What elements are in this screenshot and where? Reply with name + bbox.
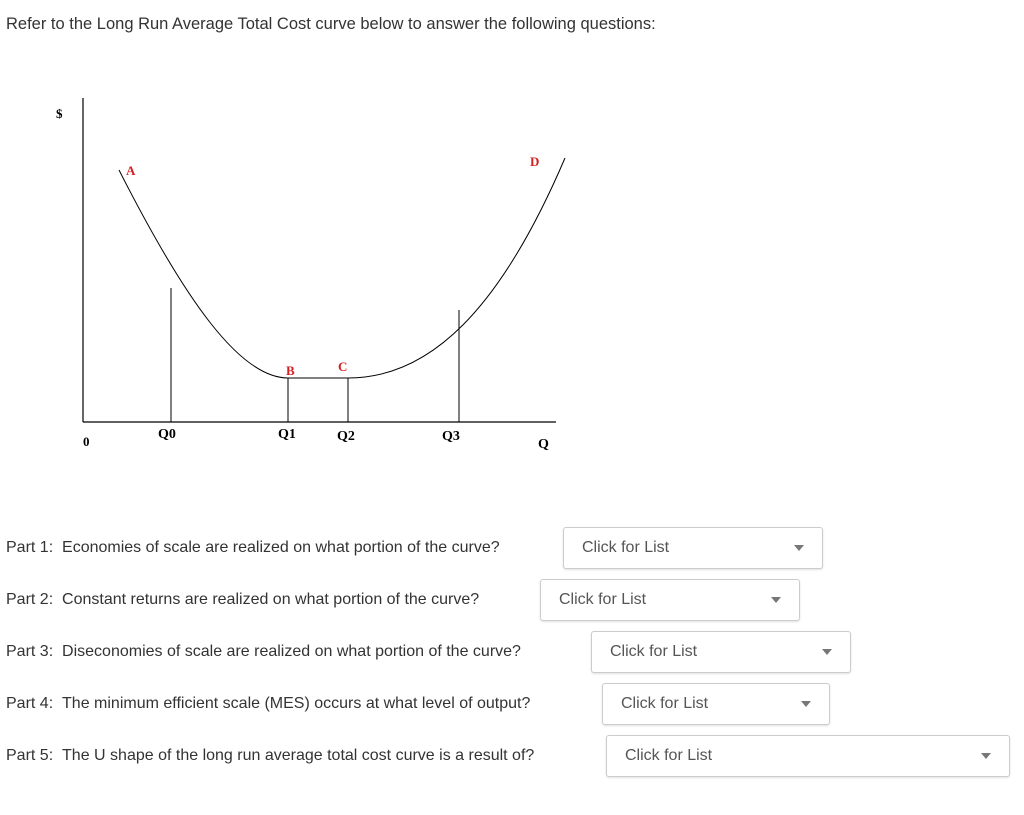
question-label: Part 1: xyxy=(6,539,54,556)
question-text: Diseconomies of scale are realized on what portion of the curve? xyxy=(62,643,521,660)
tick-label-q1: Q1 xyxy=(278,427,296,442)
point-label-a: A xyxy=(126,163,136,178)
part-1-select[interactable] xyxy=(563,527,823,569)
select-value: Click for List xyxy=(621,695,709,712)
point-label-d: D xyxy=(530,154,540,169)
tick-label-q2: Q2 xyxy=(337,429,355,444)
select-value: Click for List xyxy=(582,539,670,556)
tick-label-q3: Q3 xyxy=(442,429,460,444)
question-label: Part 2: xyxy=(6,591,54,608)
question-label: Part 3: xyxy=(6,643,54,660)
chevron-down-icon xyxy=(801,701,811,707)
tick-label-q0: Q0 xyxy=(158,427,176,442)
x-axis-label: Q xyxy=(538,437,549,452)
y-axis-label: $ xyxy=(56,106,63,121)
intro-text: Refer to the Long Run Average Total Cost curve below to answer the following questions: xyxy=(6,15,656,33)
question-part-1 xyxy=(6,526,500,570)
question-text: Constant returns are realized on what portion of the curve? xyxy=(62,591,480,608)
chevron-down-icon xyxy=(794,545,804,551)
select-value: Click for List xyxy=(610,643,698,660)
question-text: Economies of scale are realized on what portion of the curve? xyxy=(62,539,500,556)
point-label-b: B xyxy=(286,363,295,378)
question-part-3 xyxy=(6,630,521,674)
point-label-c: C xyxy=(338,359,348,374)
select-value: Click for List xyxy=(559,591,647,608)
origin-label: 0 xyxy=(83,434,90,449)
part-2-select[interactable] xyxy=(540,579,800,621)
question-label: Part 4: xyxy=(6,695,54,712)
lratc-curve xyxy=(119,158,565,378)
question-text: The U shape of the long run average total cost curve is a result of? xyxy=(62,747,535,764)
part-4-select[interactable] xyxy=(602,683,830,725)
question-part-4 xyxy=(6,682,530,726)
chevron-down-icon xyxy=(981,753,991,759)
question-part-2 xyxy=(6,578,479,622)
question-label: Part 5: xyxy=(6,747,54,764)
chevron-down-icon xyxy=(822,649,832,655)
lratc-figure xyxy=(0,0,600,470)
part-3-select[interactable] xyxy=(591,631,851,673)
chevron-down-icon xyxy=(771,597,781,603)
question-text: The minimum efficient scale (MES) occurs at what level of output? xyxy=(62,695,531,712)
question-part-5 xyxy=(6,734,534,778)
part-5-select[interactable] xyxy=(606,735,1010,777)
select-value: Click for List xyxy=(625,747,713,764)
